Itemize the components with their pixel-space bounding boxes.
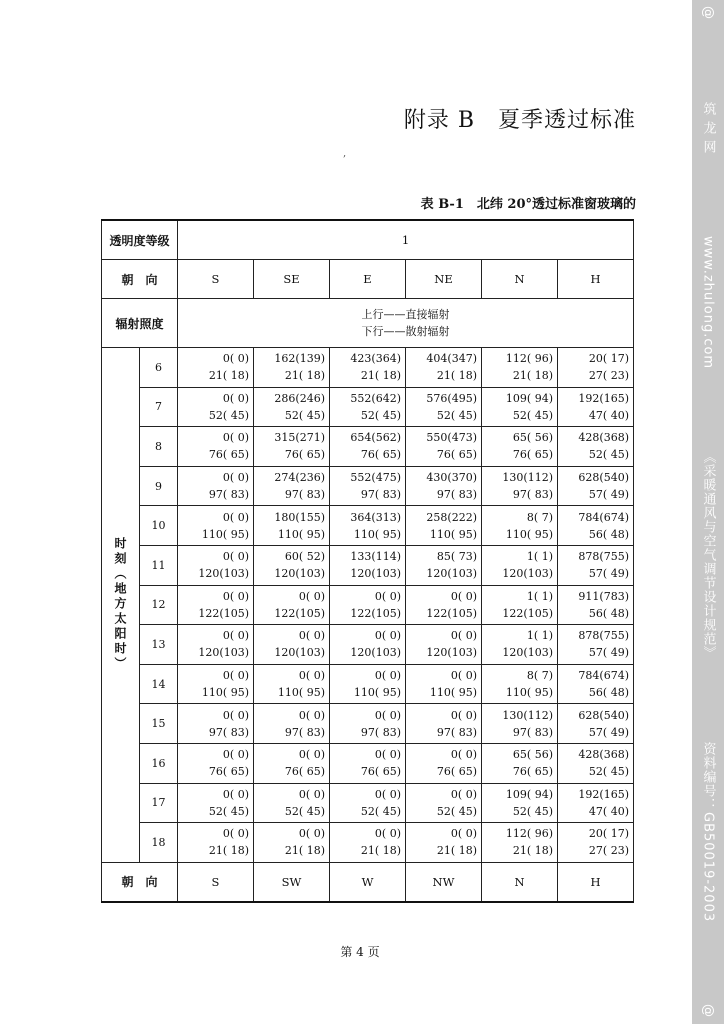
diffuse-radiation-value: 21( 18) (436, 369, 477, 383)
direct-radiation-value: 0( 0) (222, 748, 249, 762)
diffuse-radiation-value: 21( 18) (284, 369, 325, 383)
diffuse-radiation-value: 52( 45) (360, 804, 401, 818)
direct-radiation-value: 0( 0) (222, 827, 249, 841)
table-row (102, 387, 634, 427)
diffuse-radiation-value: 76( 65) (208, 448, 249, 462)
value-cell (178, 545, 254, 585)
value-cell (254, 704, 330, 744)
direct-radiation-value: 20( 17) (588, 352, 629, 366)
direct-radiation-value: 0( 0) (450, 708, 477, 722)
diffuse-radiation-value: 21( 18) (436, 844, 477, 858)
diffuse-radiation-value: 52( 45) (588, 448, 629, 462)
value-cell (178, 704, 254, 744)
diffuse-radiation-value: 110( 95) (201, 527, 249, 541)
diffuse-radiation-value: 110( 95) (505, 686, 553, 700)
direct-radiation-value: 274(236) (274, 471, 325, 485)
value-cell (406, 743, 482, 783)
value-cell (482, 348, 558, 388)
value-cell (254, 348, 330, 388)
value-cell (482, 545, 558, 585)
value-cell (178, 387, 254, 427)
orientation-top-5: H (558, 260, 634, 299)
diffuse-radiation-value: 56( 48) (588, 686, 629, 700)
diffuse-radiation-value: 97( 83) (208, 488, 249, 502)
direct-radiation-value: 423(364) (350, 352, 401, 366)
value-cell (178, 625, 254, 665)
watermark-doc-number: 资料编号：GB50019-2003 (700, 742, 716, 923)
hour-cell: 16 (140, 743, 178, 783)
table-row (102, 664, 634, 704)
direct-radiation-value: 550(473) (426, 431, 477, 445)
value-cell (178, 466, 254, 506)
value-cell (482, 704, 558, 744)
value-cell (330, 664, 406, 704)
value-cell (558, 783, 634, 823)
diffuse-radiation-value: 21( 18) (512, 844, 553, 858)
diffuse-radiation-value: 76( 65) (360, 448, 401, 462)
value-cell (482, 664, 558, 704)
value-cell (406, 348, 482, 388)
value-cell (330, 427, 406, 467)
value-cell (406, 704, 482, 744)
diffuse-radiation-value: 97( 83) (284, 488, 325, 502)
direct-radiation-value: 0( 0) (222, 352, 249, 366)
diffuse-radiation-value: 76( 65) (284, 765, 325, 779)
direct-radiation-value: 576(495) (426, 391, 477, 405)
direct-radiation-value: 8( 7) (526, 510, 553, 524)
direct-radiation-value: 286(246) (274, 391, 325, 405)
value-cell (178, 664, 254, 704)
hour-cell: 9 (140, 466, 178, 506)
table-row (102, 427, 634, 467)
diffuse-radiation-value: 21( 18) (360, 844, 401, 858)
direct-radiation-value: 0( 0) (298, 708, 325, 722)
direct-radiation-value: 911(783) (578, 589, 629, 603)
watermark-doc-title: 《采暖通风与空气调节设计规范》 (700, 450, 716, 661)
direct-radiation-value: 428(368) (578, 431, 629, 445)
diffuse-radiation-value: 122(105) (350, 606, 401, 620)
radiation-row (102, 299, 634, 348)
direct-radiation-value: 0( 0) (222, 510, 249, 524)
direct-radiation-value: 0( 0) (222, 708, 249, 722)
value-cell (178, 783, 254, 823)
value-cell (330, 506, 406, 546)
direct-radiation-value: 112( 96) (505, 352, 553, 366)
orientation-row-bottom (102, 862, 634, 902)
watermark-text (692, 0, 724, 1024)
watermark-sidebar (692, 0, 724, 1024)
direct-radiation-value: 0( 0) (374, 787, 401, 801)
value-cell (178, 743, 254, 783)
table-row (102, 466, 634, 506)
value-cell (330, 466, 406, 506)
radiation-upper: 上行——直接辐射 (361, 308, 450, 321)
direct-radiation-value: 0( 0) (222, 550, 249, 564)
table-caption: 表 B-1 北纬 20°透过标准窗玻璃的 (420, 197, 636, 212)
value-cell (254, 743, 330, 783)
diffuse-radiation-value: 120(103) (426, 567, 477, 581)
value-cell (558, 625, 634, 665)
diffuse-radiation-value: 120(103) (198, 646, 249, 660)
orientation-top-3: NE (406, 260, 482, 299)
diffuse-radiation-value: 57( 49) (588, 725, 629, 739)
watermark-url: www.zhulong.com (700, 235, 716, 369)
diffuse-radiation-value: 27( 23) (588, 369, 629, 383)
orientation-row (102, 260, 634, 299)
diffuse-radiation-value: 21( 18) (208, 369, 249, 383)
diffuse-radiation-value: 27( 23) (588, 844, 629, 858)
value-cell (558, 545, 634, 585)
time-label: 时刻（地方太阳时） (113, 537, 127, 673)
direct-radiation-value: 654(562) (350, 431, 401, 445)
direct-radiation-value: 0( 0) (374, 629, 401, 643)
diffuse-radiation-value: 120(103) (426, 646, 477, 660)
direct-radiation-value: 878(755) (578, 550, 629, 564)
diffuse-radiation-value: 97( 83) (436, 725, 477, 739)
direct-radiation-value: 0( 0) (450, 669, 477, 683)
value-cell (558, 466, 634, 506)
diffuse-radiation-value: 120(103) (274, 646, 325, 660)
value-cell (406, 427, 482, 467)
value-cell (330, 743, 406, 783)
value-cell (482, 783, 558, 823)
diffuse-radiation-value: 52( 45) (512, 408, 553, 422)
diffuse-radiation-value: 52( 45) (436, 408, 477, 422)
direct-radiation-value: 0( 0) (374, 708, 401, 722)
orientation-bottom-3: NW (406, 862, 482, 902)
direct-radiation-value: 0( 0) (450, 589, 477, 603)
diffuse-radiation-value: 120(103) (350, 567, 401, 581)
hour-cell: 10 (140, 506, 178, 546)
orientation-label-bottom: 朝 向 (102, 862, 178, 902)
direct-radiation-value: 0( 0) (298, 589, 325, 603)
direct-radiation-value: 0( 0) (222, 431, 249, 445)
diffuse-radiation-value: 52( 45) (588, 765, 629, 779)
orientation-bottom-0: S (178, 862, 254, 902)
direct-radiation-value: 192(165) (578, 787, 629, 801)
value-cell (558, 664, 634, 704)
diffuse-radiation-value: 97( 83) (360, 725, 401, 739)
value-cell (254, 387, 330, 427)
diffuse-radiation-value: 110( 95) (277, 686, 325, 700)
diffuse-radiation-value: 52( 45) (208, 408, 249, 422)
direct-radiation-value: 0( 0) (374, 748, 401, 762)
direct-radiation-value: 133(114) (350, 550, 401, 564)
value-cell (482, 585, 558, 625)
value-cell (178, 506, 254, 546)
diffuse-radiation-value: 76( 65) (436, 448, 477, 462)
value-cell (558, 506, 634, 546)
value-cell (406, 625, 482, 665)
value-cell (406, 545, 482, 585)
direct-radiation-value: 1( 1) (526, 589, 553, 603)
direct-radiation-value: 552(642) (350, 391, 401, 405)
orientation-bottom-5: H (558, 862, 634, 902)
direct-radiation-value: 0( 0) (222, 471, 249, 485)
direct-radiation-value: 0( 0) (374, 669, 401, 683)
diffuse-radiation-value: 110( 95) (429, 686, 477, 700)
diffuse-radiation-value: 52( 45) (284, 408, 325, 422)
table-row (102, 823, 634, 863)
value-cell (558, 427, 634, 467)
direct-radiation-value: 8( 7) (526, 669, 553, 683)
value-cell (406, 387, 482, 427)
table-row (102, 704, 634, 744)
direct-radiation-value: 0( 0) (298, 787, 325, 801)
diffuse-radiation-value: 52( 45) (436, 804, 477, 818)
direct-radiation-value: 109( 94) (505, 391, 553, 405)
diffuse-radiation-value: 21( 18) (208, 844, 249, 858)
value-cell (254, 625, 330, 665)
orientation-bottom-1: SW (254, 862, 330, 902)
diffuse-radiation-value: 120(103) (502, 646, 553, 660)
transparency-value: 1 (178, 220, 634, 260)
diffuse-radiation-value: 110( 95) (505, 527, 553, 541)
direct-radiation-value: 192(165) (578, 391, 629, 405)
value-cell (330, 545, 406, 585)
value-cell (330, 348, 406, 388)
appendix-heading: 附录 B 夏季透过标准 (403, 108, 636, 133)
orientation-bottom-2: W (330, 862, 406, 902)
direct-radiation-value: 430(370) (426, 471, 477, 485)
diffuse-radiation-value: 56( 48) (588, 606, 629, 620)
value-cell (178, 585, 254, 625)
time-label-cell (102, 348, 140, 863)
value-cell (254, 466, 330, 506)
diffuse-radiation-value: 52( 45) (208, 804, 249, 818)
diffuse-radiation-value: 110( 95) (353, 527, 401, 541)
diffuse-radiation-value: 21( 18) (512, 369, 553, 383)
value-cell (330, 387, 406, 427)
value-cell (406, 506, 482, 546)
direct-radiation-value: 404(347) (426, 352, 477, 366)
diffuse-radiation-value: 110( 95) (429, 527, 477, 541)
value-cell (406, 585, 482, 625)
diffuse-radiation-value: 76( 65) (360, 765, 401, 779)
direct-radiation-value: 85( 73) (436, 550, 477, 564)
diffuse-radiation-value: 122(105) (274, 606, 325, 620)
value-cell (178, 823, 254, 863)
orientation-top-4: N (482, 260, 558, 299)
hour-cell: 13 (140, 625, 178, 665)
direct-radiation-value: 0( 0) (450, 787, 477, 801)
direct-radiation-value: 0( 0) (222, 629, 249, 643)
hour-cell: 18 (140, 823, 178, 863)
hour-cell: 8 (140, 427, 178, 467)
diffuse-radiation-value: 97( 83) (512, 725, 553, 739)
direct-radiation-value: 628(540) (578, 708, 629, 722)
value-cell (406, 466, 482, 506)
direct-radiation-value: 20( 17) (588, 827, 629, 841)
diffuse-radiation-value: 97( 83) (208, 725, 249, 739)
diffuse-radiation-value: 120(103) (274, 567, 325, 581)
direct-radiation-value: 364(313) (350, 510, 401, 524)
table-row (102, 625, 634, 665)
radiation-lower: 下行——散射辐射 (361, 325, 450, 338)
orientation-top-2: E (330, 260, 406, 299)
diffuse-radiation-value: 47( 40) (588, 804, 629, 818)
table-row (102, 545, 634, 585)
transparency-row (102, 220, 634, 260)
direct-radiation-value: 130(112) (502, 708, 553, 722)
diffuse-radiation-value: 120(103) (502, 567, 553, 581)
table-row (102, 348, 634, 388)
value-cell (482, 625, 558, 665)
value-cell (254, 506, 330, 546)
diffuse-radiation-value: 76( 65) (284, 448, 325, 462)
value-cell (254, 545, 330, 585)
hour-cell: 14 (140, 664, 178, 704)
diffuse-radiation-value: 57( 49) (588, 488, 629, 502)
direct-radiation-value: 1( 1) (526, 629, 553, 643)
value-cell (254, 664, 330, 704)
direct-radiation-value: 428(368) (578, 748, 629, 762)
diffuse-radiation-value: 52( 45) (284, 804, 325, 818)
value-cell (330, 823, 406, 863)
direct-radiation-value: 0( 0) (374, 589, 401, 603)
diffuse-radiation-value: 97( 83) (284, 725, 325, 739)
radiation-label: 辐射照度 (102, 299, 178, 348)
direct-radiation-value: 60( 52) (284, 550, 325, 564)
diffuse-radiation-value: 76( 65) (436, 765, 477, 779)
direct-radiation-value: 0( 0) (222, 669, 249, 683)
direct-radiation-value: 784(674) (578, 510, 629, 524)
value-cell (330, 625, 406, 665)
orientation-top-0: S (178, 260, 254, 299)
diffuse-radiation-value: 120(103) (198, 567, 249, 581)
table-row (102, 585, 634, 625)
direct-radiation-value: 0( 0) (450, 748, 477, 762)
orientation-top-1: SE (254, 260, 330, 299)
value-cell (482, 506, 558, 546)
diffuse-radiation-value: 122(105) (502, 606, 553, 620)
direct-radiation-value: 0( 0) (298, 669, 325, 683)
value-cell (558, 387, 634, 427)
diffuse-radiation-value: 52( 45) (512, 804, 553, 818)
value-cell (482, 743, 558, 783)
diffuse-radiation-value: 76( 65) (512, 765, 553, 779)
value-cell (330, 704, 406, 744)
value-cell (254, 823, 330, 863)
value-cell (406, 823, 482, 863)
value-cell (558, 348, 634, 388)
value-cell (254, 783, 330, 823)
radiation-table (101, 219, 634, 903)
direct-radiation-value: 0( 0) (222, 787, 249, 801)
radiation-description (178, 299, 634, 348)
hour-cell: 15 (140, 704, 178, 744)
direct-radiation-value: 0( 0) (298, 629, 325, 643)
diffuse-radiation-value: 97( 83) (360, 488, 401, 502)
value-cell (178, 427, 254, 467)
diffuse-radiation-value: 52( 45) (360, 408, 401, 422)
value-cell (558, 743, 634, 783)
value-cell (406, 664, 482, 704)
value-cell (178, 348, 254, 388)
diffuse-radiation-value: 120(103) (350, 646, 401, 660)
direct-radiation-value: 130(112) (502, 471, 553, 485)
value-cell (254, 427, 330, 467)
watermark-site-name: 筑 龙 网 (700, 101, 716, 154)
diffuse-radiation-value: 57( 49) (588, 567, 629, 581)
orientation-label: 朝 向 (102, 260, 178, 299)
table-row (102, 783, 634, 823)
diffuse-radiation-value: 122(105) (426, 606, 477, 620)
value-cell (482, 387, 558, 427)
direct-radiation-value: 112( 96) (505, 827, 553, 841)
direct-radiation-value: 878(755) (578, 629, 629, 643)
direct-radiation-value: 258(222) (426, 510, 477, 524)
diffuse-radiation-value: 47( 40) (588, 408, 629, 422)
hour-cell: 12 (140, 585, 178, 625)
page-number: 第 4 页 (340, 945, 380, 959)
scan-speck: , (343, 148, 347, 159)
direct-radiation-value: 0( 0) (222, 391, 249, 405)
direct-radiation-value: 1( 1) (526, 550, 553, 564)
direct-radiation-value: 109( 94) (505, 787, 553, 801)
diffuse-radiation-value: 122(105) (198, 606, 249, 620)
direct-radiation-value: 628(540) (578, 471, 629, 485)
diffuse-radiation-value: 57( 49) (588, 646, 629, 660)
direct-radiation-value: 0( 0) (450, 827, 477, 841)
direct-radiation-value: 0( 0) (374, 827, 401, 841)
diffuse-radiation-value: 110( 95) (353, 686, 401, 700)
diffuse-radiation-value: 110( 95) (201, 686, 249, 700)
diffuse-radiation-value: 56( 48) (588, 527, 629, 541)
value-cell (482, 466, 558, 506)
direct-radiation-value: 65( 56) (512, 431, 553, 445)
value-cell (330, 585, 406, 625)
direct-radiation-value: 180(155) (274, 510, 325, 524)
direct-radiation-value: 315(271) (274, 431, 325, 445)
value-cell (406, 783, 482, 823)
watermark-at-top: @ (700, 6, 716, 20)
value-cell (482, 427, 558, 467)
hour-cell: 17 (140, 783, 178, 823)
watermark-at-bottom: @ (700, 1004, 716, 1018)
value-cell (254, 585, 330, 625)
value-cell (558, 585, 634, 625)
table-row (102, 506, 634, 546)
diffuse-radiation-value: 76( 65) (512, 448, 553, 462)
direct-radiation-value: 552(475) (350, 471, 401, 485)
orientation-bottom-4: N (482, 862, 558, 902)
diffuse-radiation-value: 110( 95) (277, 527, 325, 541)
diffuse-radiation-value: 97( 83) (436, 488, 477, 502)
hour-cell: 11 (140, 545, 178, 585)
diffuse-radiation-value: 76( 65) (208, 765, 249, 779)
hour-cell: 7 (140, 387, 178, 427)
diffuse-radiation-value: 21( 18) (284, 844, 325, 858)
direct-radiation-value: 65( 56) (512, 748, 553, 762)
value-cell (482, 823, 558, 863)
value-cell (330, 783, 406, 823)
hour-cell: 6 (140, 348, 178, 388)
diffuse-radiation-value: 21( 18) (360, 369, 401, 383)
diffuse-radiation-value: 97( 83) (512, 488, 553, 502)
direct-radiation-value: 784(674) (578, 669, 629, 683)
direct-radiation-value: 0( 0) (298, 748, 325, 762)
table-row (102, 743, 634, 783)
direct-radiation-value: 0( 0) (298, 827, 325, 841)
direct-radiation-value: 0( 0) (222, 589, 249, 603)
direct-radiation-value: 162(139) (274, 352, 325, 366)
value-cell (558, 823, 634, 863)
direct-radiation-value: 0( 0) (450, 629, 477, 643)
transparency-label: 透明度等级 (102, 220, 178, 260)
value-cell (558, 704, 634, 744)
